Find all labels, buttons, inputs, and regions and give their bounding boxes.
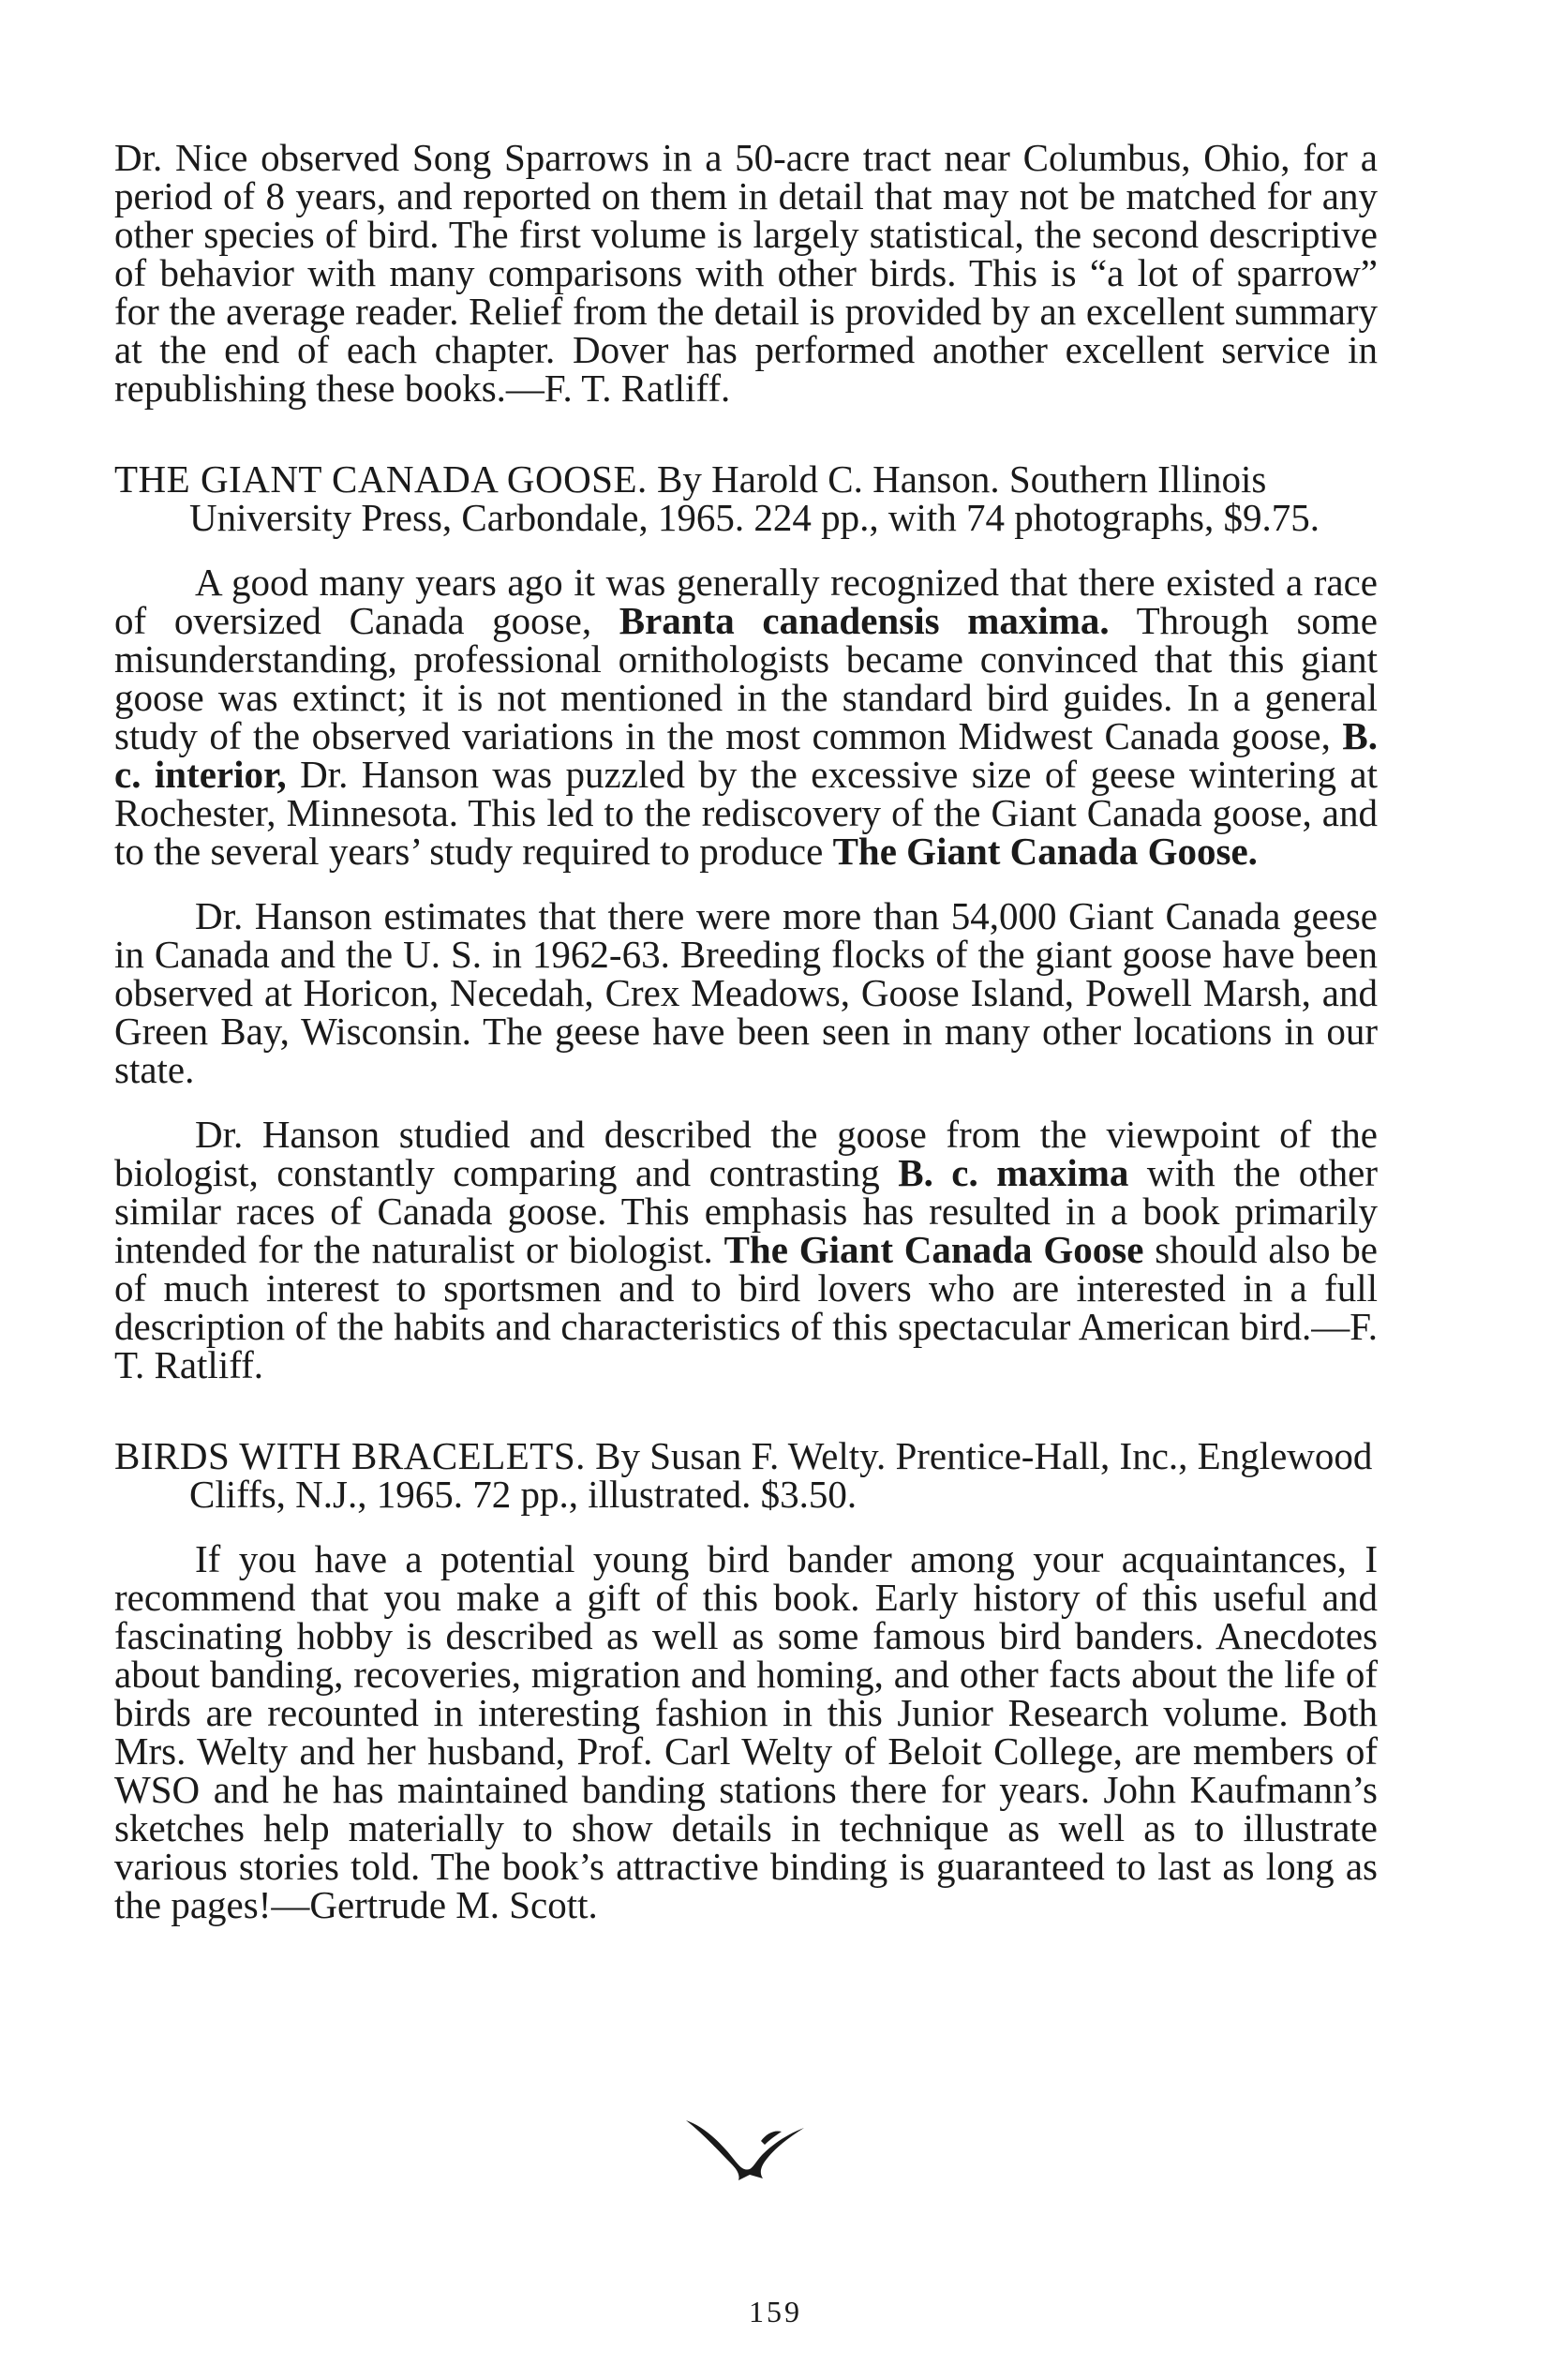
- review-paragraph: Dr. Hanson estimates that there were more than 54,000 Giant Canada geese in Canada and the U. S. in 1962-63. Breeding flocks of the giant goose have been observed at Horicon, Necedah, Crex Meadows, Goose Island, Powell Marsh, and Green Bay, Wisconsin. The geese have been seen in many other locations in our state.: [114, 894, 1378, 1091]
- page-number: 159: [749, 2295, 802, 2328]
- book-citation: By Harold C. Hanson. Southern Illinois University Press, Carbondale, 1965. 224 pp., with 74 photographs, $9.75.: [189, 457, 1320, 539]
- species-name: Branta canadensis maxima.: [619, 599, 1110, 642]
- flying-bird-icon: [684, 2113, 806, 2182]
- book-title-inline: The Giant Canada Goose.: [832, 830, 1258, 873]
- book-citation: By Susan F. Welty. Prentice-Hall, Inc., Englewood Cliffs, N.J., 1965. 72 pp., illustrated. $3.50.: [189, 1434, 1373, 1516]
- review-song-sparrow-paragraph: Dr. Nice observed Song Sparrows in a 50-acre tract near Columbus, Ohio, for a period of 8 years, and reported on them in detail that may not be matched for any other species of bird. The first volume is largely statistical, the second descriptive of behavior with many comparisons with other birds. This is “a lot of sparrow” for the average reader. Relief from the detail is provided by an excellent summary at the end of each chapter. Dover has performed another excellent service in republishing these books.—F. T. Ratliff.: [114, 136, 1378, 410]
- review-paragraph: A good many years ago it was generally recognized that there existed a race of oversized Canada goose, Branta canadensis maxima. Through some misunderstanding, professional ornithologists became convinced that this giant goose was extinct; it is not mentioned in the standard bird guides. In a general study of the observed variations in the most common Midwest Canada goose, B. c. interior, Dr. Hanson was puzzled by the excessive size of geese wintering at Rochester, Minnesota. This led to the rediscovery of the Giant Canada goose, and to the several years’ study required to produce The Giant Canada Goose.: [114, 561, 1379, 873]
- book-title: THE GIANT CANADA GOOSE.: [114, 457, 648, 501]
- species-name: B. c. maxima: [898, 1151, 1129, 1194]
- review-paragraph: If you have a potential young bird bander among your acquaintances, I recommend that you make a gift of this book. Early history of this useful and fascinating hobby is described as well as some famous bird banders. Anecdotes about banding, recoveries, migration and homing, and other facts about the life of birds are recounted in interesting fashion in this Junior Research volume. Both Mrs. Welty and her husband, Prof. Carl Welty of Beloit College, are members of WSO and he has maintained banding stations there for years. John Kaufmann’s sketches help materially to show details in technique as well as to illustrate various stories told. The book’s attractive binding is guaranteed to last as long as the pages!—Gertrude M. Scott.: [114, 1537, 1378, 1926]
- page-content: [114, 136, 1379, 1926]
- book-title-inline: The Giant Canada Goose: [723, 1228, 1144, 1271]
- book-title: BIRDS WITH BRACELETS.: [114, 1434, 586, 1477]
- review-heading-giant-canada-goose: [114, 457, 1378, 539]
- species-name: B. c. interior,: [114, 714, 1378, 796]
- review-heading-birds-with-bracelets: [114, 1434, 1378, 1516]
- review-paragraph: Dr. Hanson studied and described the goose from the viewpoint of the biologist, constantly comparing and contrasting B. c. maxima with the other similar races of Canada goose. This emphasis has resulted in a book primarily intended for the naturalist or biologist. The Giant Canada Goose should also be of much interest to sportsmen and to bird lovers who are interested in a full description of the habits and characteristics of this spectacular American bird.—F. T. Ratliff.: [114, 1113, 1378, 1386]
